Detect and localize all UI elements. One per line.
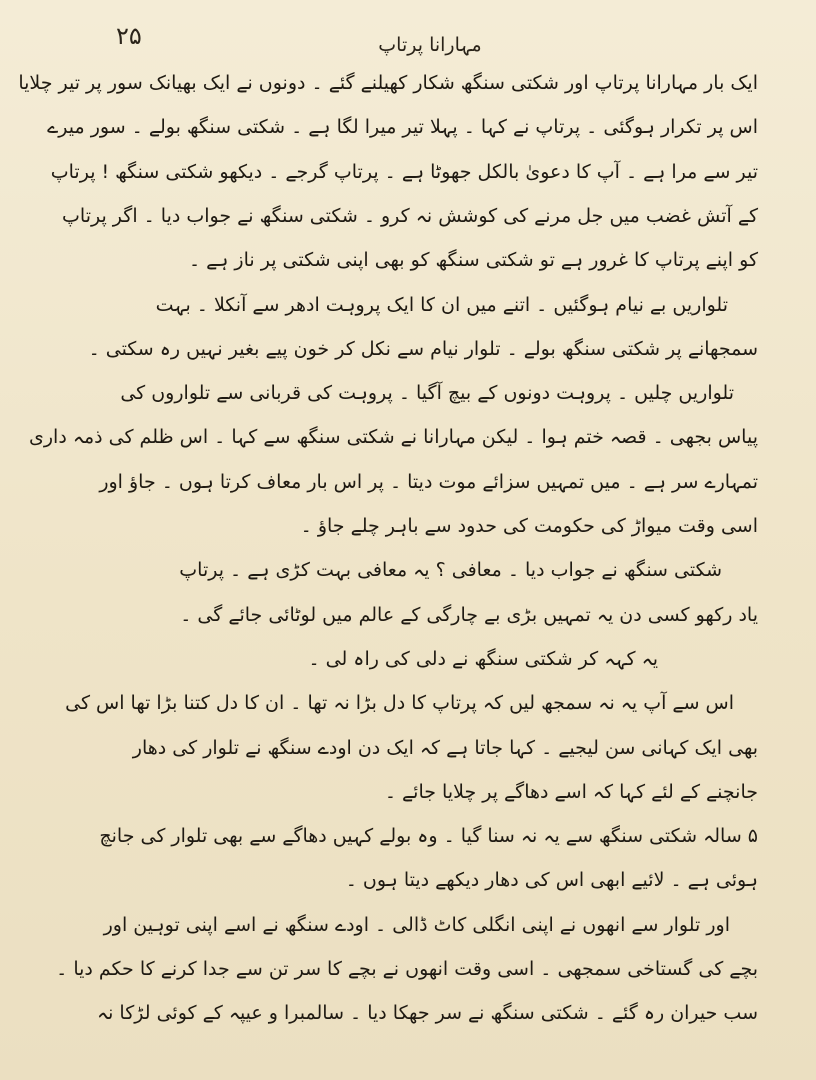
text-line: اس پر تکرار ہوگئی ۔ پرتاپ نے کہا ۔ پہلا تیر میرا لگا ہے ۔ شکتی سنگھ بولے ۔ سور میرے xyxy=(47,116,758,138)
text-line: شکتی سنگھ نے جواب دیا ۔ معافی ؟ یہ معافی بہت کڑی ہے ۔ پرتاپ xyxy=(179,559,722,581)
text-line: سمجھانے پر شکتی سنگھ بولے ۔ تلوار نیام سے نکل کر خون پیے بغیر نہیں رہ سکتی ۔ xyxy=(88,338,758,360)
text-line: تیر سے مرا ہے ۔ آپ کا دعویٰ بالکل جھوٹا ہے ۔ پرتاپ گرجے ۔ دیکھو شکتی سنگھ ! پرتاپ xyxy=(50,161,758,183)
text-line: کے آتش غضب میں جل مرنے کی کوشش نہ کرو ۔ شکتی سنگھ نے جواب دیا ۔ اگر پرتاپ xyxy=(62,205,758,227)
running-header: مہارانا پرتاپ xyxy=(378,34,482,56)
text-line: ایک بار مہارانا پرتاپ اور شکتی سنگھ شکار کھیلنے گئے ۔ دونوں نے ایک بھیانک سور پر تیر چلایا xyxy=(18,72,758,94)
text-line: پیاس بجھی ۔ قصہ ختم ہوا ۔ لیکن مہارانا نے شکتی سنگھ سے کہا ۔ اس ظلم کی ذمہ داری xyxy=(29,426,758,448)
text-line: یاد رکھو کسی دن یہ تمہیں بڑی بے چارگی کے عالم میں لوٹائی جائے گی ۔ xyxy=(180,604,758,626)
text-line: بچے کی گستاخی سمجھی ۔ اسی وقت انھوں نے بچے کا سر تن سے جدا کرنے کا حکم دیا ۔ xyxy=(56,958,758,980)
text-line: تلواریں بے نیام ہوگئیں ۔ اتنے میں ان کا ایک پروہت ادھر سے آنکلا ۔ بہت xyxy=(155,294,728,316)
text-line: اس سے آپ یہ نہ سمجھ لیں کہ پرتاپ کا دل بڑا نہ تھا ۔ ان کا دل کتنا بڑا تھا اس کی xyxy=(65,692,734,714)
text-line: اور تلوار سے انھوں نے اپنی انگلی کاٹ ڈالی ۔ اودے سنگھ نے اسے اپنی توہین اور xyxy=(103,914,730,936)
page-number: ۲۵ xyxy=(116,22,142,50)
text-line: سب حیران رہ گئے ۔ شکتی سنگھ نے سر جھکا دیا ۔ سالمبرا و عیپہ کے کوئی لڑکا نہ xyxy=(96,1002,758,1024)
text-line: یہ کہہ کر شکتی سنگھ نے دلی کی راہ لی ۔ xyxy=(308,648,658,670)
text-line: اسی وقت میواڑ کی حکومت کی حدود سے باہر چلے جاؤ ۔ xyxy=(300,515,758,537)
text-line: تلواریں چلیں ۔ پروہت دونوں کے بیچ آگیا ۔ پروہت کی قربانی سے تلواروں کی xyxy=(120,382,734,404)
text-line: تمہارے سر ہے ۔ میں تمہیں سزائے موت دیتا ۔ پر اس بار معاف کرتا ہوں ۔ جاؤ اور xyxy=(99,471,758,493)
text-line: جانچنے کے لئے کہا کہ اسے دھاگے پر چلایا جائے ۔ xyxy=(384,781,758,803)
text-line: کو اپنے پرتاپ کا غرور ہے تو شکتی سنگھ کو بھی اپنی شکتی پر ناز ہے ۔ xyxy=(188,249,758,271)
text-line: بھی ایک کہانی سن لیجیے ۔ کہا جاتا ہے کہ ایک دن اودے سنگھ نے تلوار کی دھار xyxy=(132,737,758,759)
text-line: ہوئی ہے ۔ لائیے ابھی اس کی دھار دیکھے دیتا ہوں ۔ xyxy=(345,869,758,891)
text-line: ۵ سالہ شکتی سنگھ سے یہ نہ سنا گیا ۔ وہ بولے کہیں دھاگے سے بھی تلوار کی جانچ xyxy=(99,825,758,847)
